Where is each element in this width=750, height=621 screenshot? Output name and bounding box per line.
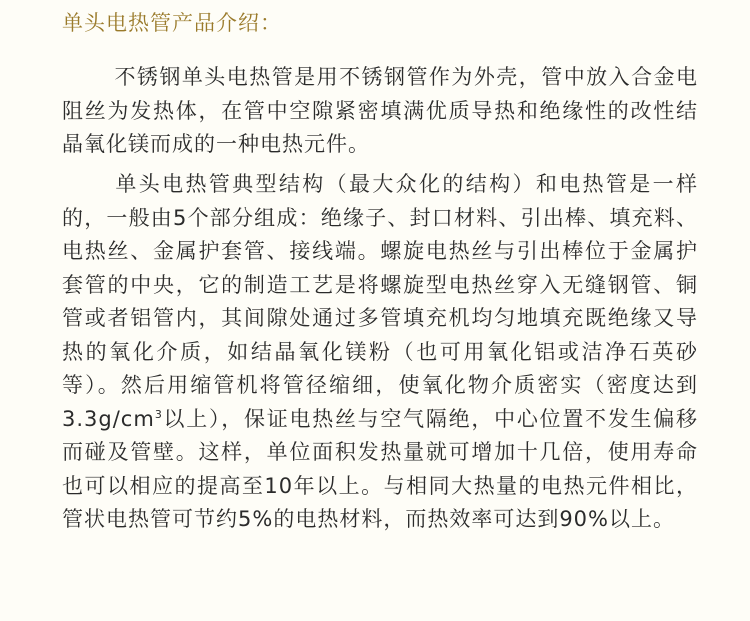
structure-paragraph-text-before: 单头电热管典型结构（最大众化的结构）和电热管是一样的，一般由5个部分组成：绝缘子、封口材料、引出棒、填充料、电热丝、金属护套管、接线端。螺旋电热丝与引出棒位于金属护套管的中央，它的制造工艺是将螺旋型电热丝穿入无缝钢管、铜管或者铝管内，其间隙处通过多管填充机均匀地填充既绝缘又导热的氧化介质，如结晶氧化镁粉（也可用氧化铝或洁净石英砂等）。然后用缩管机将管径缩细，使氧化物介质密实（密度达到3.3g/cm [62, 172, 698, 431]
structure-paragraph-text-after: 以上），保证电热丝与空气隔绝，中心位置不发生偏移而碰及管壁。这样，单位面积发热量就可增加十几倍，使用寿命也可以相应的提高至10年以上。与相同大热量的电热元件相比，管状电热管可节约5%的电热材料，而热效率可达到90%以上。 [62, 406, 698, 531]
intro-paragraph [62, 61, 698, 162]
page-title: 单头电热管产品介绍： [62, 11, 282, 35]
density-unit-superscript: 3 [154, 407, 163, 421]
intro-paragraph-text: 不锈钢单头电热管是用不锈钢管作为外壳，管中放入合金电阻丝为发热体，在管中空隙紧密填满优质导热和绝缘性的改性结晶氧化镁而成的一种电热元件。 [62, 65, 698, 156]
structure-paragraph [62, 168, 698, 537]
